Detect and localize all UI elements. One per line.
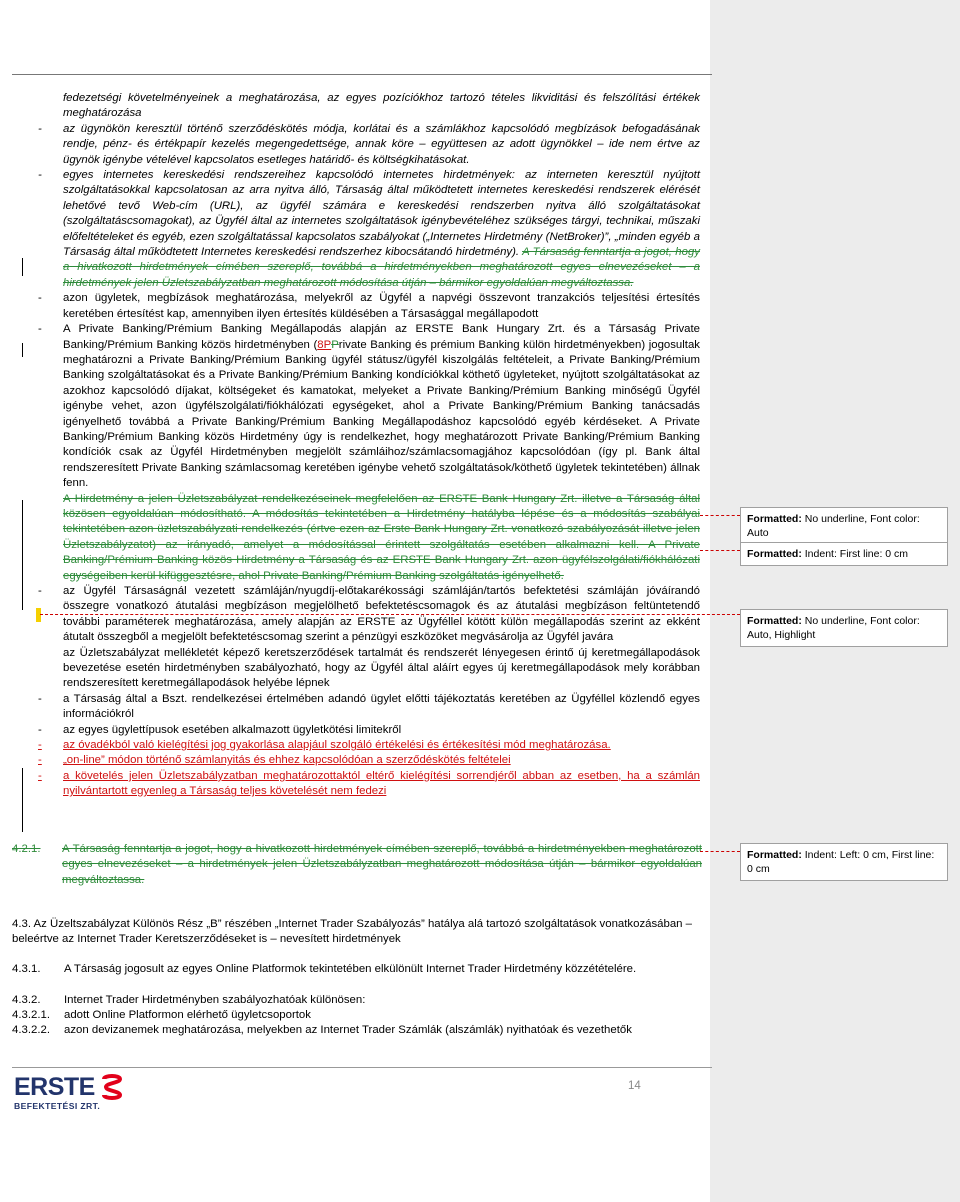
list-item: - azon ügyletek, megbízások meghatározása, melyekről az Ügyfél a napvégi összevont tranzakciós teljesítési értesítés keretében értesítést kap, amennyiben ilyen értesítés küldésében a Társasággal megállapodott (38, 292, 700, 320)
logo-subtitle: BEFEKTETÉSI ZRT. (14, 1101, 101, 1111)
section-4-2-1 (12, 842, 702, 888)
comment-balloon[interactable]: Formatted: No underline, Font color: Auto, Highlight (740, 609, 948, 647)
body-text (38, 91, 700, 800)
page-number: 14 (628, 1080, 641, 1092)
section-4-3-2-2 (12, 1023, 702, 1038)
logo-wordmark: ERSTE (14, 1073, 95, 1101)
inserted-list-item: - a követelés jelen Üzletszabályzatban meghatározottaktól eltérő kielégítési sorrendjéről abban az esetben, ha a számlán nyilvántartott egyenleg a Társaság teljes követelését nem fedezi (38, 769, 700, 798)
list-item: - a Társaság által a Bszt. rendelkezései értelmében adandó ügylet előtti tájékoztatás keretében az Ügyféllel közlendő egyes információkról (38, 692, 700, 721)
section-4-3-2-1 (12, 1008, 702, 1023)
comment-balloon[interactable]: Formatted: Indent: Left: 0 cm, First line: 0 cm (740, 843, 948, 881)
section-text: A Társaság jogosult az egyes Online Platformok tekintetében elkülönült Internet Trader Hirdetmény közzétételére. (64, 963, 637, 975)
deleted-paragraph: A Hirdetmény a jelen Üzletszabályzat rendelkezéseinek megfelelően az ERSTE Bank Hungary Zrt. illetve a Társaság által közösen egyoldalúan módosítható. A módosítás tekintetében a Hirdetmény hatályba lépése és a módosítás szabályai tekintetében azon üzletszabályzati rendelkezés (értve ezen az Erste Bank Hungary Zrt. vonatkozó szabályozását illetve jelen Üzletszabályzatot) az irányadó, amelyet a módosítással érintett szolgáltatás esetében alkalmazni kell. A Private Banking/Prémium Banking közös Hirdetmény a Társaság és az ERSTE Bank Hungary Zrt. azon ügyfélszolgálati/fiókhálózati egységeiben kerül kifüggesztésre, ahol Private Banking/Prémium Banking szolgáltatás igényelhető. (63, 492, 700, 582)
section-4-3-2 (12, 993, 702, 1008)
change-bar (22, 343, 23, 357)
deleted-text: P (331, 338, 339, 351)
erste-logo (14, 1073, 124, 1113)
section-number: 4.2.1. (12, 843, 41, 855)
section-4-3 (12, 917, 702, 948)
inserted-text: 8P (317, 338, 332, 351)
list-item: - az egyes ügylettípusok esetében alkalmazott ügyletkötési limitekről (38, 723, 402, 736)
section-4-3-1 (12, 962, 702, 977)
section-number: 4.3.2.1. (12, 1009, 50, 1021)
paragraph: fedezetségi követelményeinek a meghatározása, az egyes pozíciókhoz tartozó tételes likviditási és felszólítási értékek meghatározása (63, 92, 700, 120)
section-text: Internet Trader Hirdetményben szabályozhatóak különösen: (64, 994, 366, 1006)
comment-margin (710, 0, 960, 1202)
comment-balloon[interactable]: Formatted: No underline, Font color: Auto (740, 507, 948, 545)
header-rule (12, 74, 712, 75)
comment-leader (700, 550, 740, 551)
list-item: - az Ügyfél Társaságnál vezetett számláján/nyugdíj-előtakarékossági számláján/tartós befektetési számláján jóváírandó összegre vonatkozó átutalási megbízáson megjelölhető befektetéscsomagok és az átutalási megbízáson feltüntetendő további paraméterek meghatározása, amely alapján az ERSTE az Ügyféllel kötött külön megállapodás szerint az ekként átutalt összegből a megjelölt befektetéscsomag szerint a pénzügyi eszközöket megvásárolja az Ügyfél javára (38, 585, 700, 644)
section-number: 4.3.1. (12, 963, 41, 975)
erste-s-mark-icon (100, 1073, 124, 1101)
section-number: 4.3.2. (12, 994, 41, 1006)
section-text: adott Online Platformon elérhető ügyletcsoportok (64, 1009, 311, 1021)
inserted-list-item: - az óvadékból való kielégítési jog gyakorlása alapjául szolgáló értékelési és értékesítési mód meghatározása. (38, 739, 611, 752)
comment-balloon[interactable]: Formatted: Indent: First line: 0 cm (740, 542, 948, 566)
change-bar (22, 258, 23, 276)
list-item: - az ügynökön keresztül történő szerződéskötés módja, korlátai és a számlákhoz kapcsolódó megbízások befogadásának rendje, pénz- és értékpapír kezelés megengedettsége, annak köre – együttesen az adott ügynökkel – ide nem értve az ügynök igénybe vételével kapcsolatos esetleges határidő- és költségkihatásokat. (38, 122, 700, 166)
section-text: A Társaság fenntartja a jogot, hogy a hivatkozott hirdetmények címében szereplő, továbbá a hirdetményekben meghatározott egyes elnevezéseket – a hirdetmények jelen Üzletszabályzatban meghatározott módosítása útján – bármikor egyoldalúan megváltoztassa. (62, 843, 702, 886)
section-text: azon devizanemek meghatározása, melyekben az Internet Trader Számlák (alszámlák) nyithatóak és vezethetők (64, 1024, 632, 1036)
list-item: - A Private Banking/Prémium Banking Megállapodás alapján az ERSTE Bank Hungary Zrt. és a Társaság Private Banking/Prémium Banking közös hirdetményben (8PPrivate Banking és prémium Banking külön hirdetményekben) jogosultak meghatározni a Private Banking/Prémium Banking ügyfél státusz/ügyfél kiszolgálás feltételeit, a Private Banking/Prémium Banking szolgáltatásokat és a Private Banking/Prémium Banking kondíciókkal köthető ügyleteket, nyújtott szolgáltatásokat az azokhoz kapcsolódó díjakat, költségeket és kamatokat, melyeket a Private Banking/Prémium Banking minőségű Ügyfél igénybe vehet, azon ügyfélszolgálati/fiókhálózati egységeket, ahol a Private Banking/Prémium Banking tanácsadás igényelhető továbbá a Private Banking/Prémium Banking Megállapodáshoz kapcsolódó egyéb kérdéseket. A Private Banking/Prémium Banking közös Hirdetmény úgy is rendelkezhet, hogy meghatározott Private Banking/Prémium Banking kondíciók csak az Ügyfél Hirdetményben megjelölt számláihoz/számlacsomagjához kapcsolódóan (így pl. Bank által rendszeresített Private Banking számlacsomag keretében igénybe vehető szolgáltatások/köthető ügyletek tekintetében) állnak fenn. (38, 323, 700, 490)
change-bar (22, 768, 23, 832)
comment-leader (40, 614, 740, 615)
footer-rule (12, 1067, 712, 1068)
section-number: 4.3. (12, 918, 31, 930)
comment-leader (700, 515, 740, 516)
inserted-list-item: - „on-line” módon történő számlanyitás és ehhez kapcsolódóan a szerződéskötés feltételei (38, 754, 511, 767)
section-number: 4.3.2.2. (12, 1024, 50, 1036)
change-bar (22, 500, 23, 610)
comment-leader (700, 851, 740, 852)
section-text: Az Üzeltszabályzat Különös Rész „B” részében „Internet Trader Szabályozás” hatálya alá tartozó szolgáltatások vonatkozásában – beleértve az Internet Trader Keretszerződéseket is – nevesített hirdetmények (12, 918, 693, 946)
list-item: - egyes internetes kereskedési rendszereihez kapcsolódó internetes hirdetmények: az interneten keresztül nyújtott szolgáltatásokkal kapcsolatosan az arra nyitva álló, Társaság által működtetett internetes kereskedési rendszerek elérését lehetővé tevő Web-cím (URL), az ügyfél számára e kereskedési rendszerben nyitva álló szolgáltatásokat (szolgáltatáscsomagokat), az Ügyfél által az internetes szolgáltatások igénybevételéhez szükséges tárgyi, technikai, műszaki előfeltételeket és egyéb, ezen szolgáltatással kapcsolatos szabályokat („Internetes Hirdetmény (NetBroker)”, „minden egyéb a Társaság által működtetett Internetes kereskedési rendszerhez kibocsátandó hirdetmény). A Társaság fenntartja a jogot, hogy a hivatkozott hirdetmények címében szereplő, továbbá a hirdetményekben meghatározott egyes elnevezéseket – a hirdetmények jelen Üzletszabályzatban meghatározott módosítása útján – bármikor egyoldalúan megváltoztassa. (38, 169, 700, 289)
deleted-text: A Társaság fenntartja a jogot, hogy a hivatkozott hirdetmények címében szereplő, továbbá a hirdetményekben meghatározott egyes elnevezéseket – a hirdetmények jelen Üzletszabályzatban meghatározott módosítása útján – bármikor egyoldalúan megváltoztassa. (63, 246, 700, 289)
paragraph: az Üzletszabályzat mellékletét képező keretszerződések tartalmát és rendszerét lényegesen érintő új keretmegállapodások bevezetése esetén hirdetményben szabályozható, hogy az Ügyfél által aláírt egyes új keretmegállapodások mely korábban rendszeresített keretmegállapodások helyébe lépnek (63, 646, 700, 690)
